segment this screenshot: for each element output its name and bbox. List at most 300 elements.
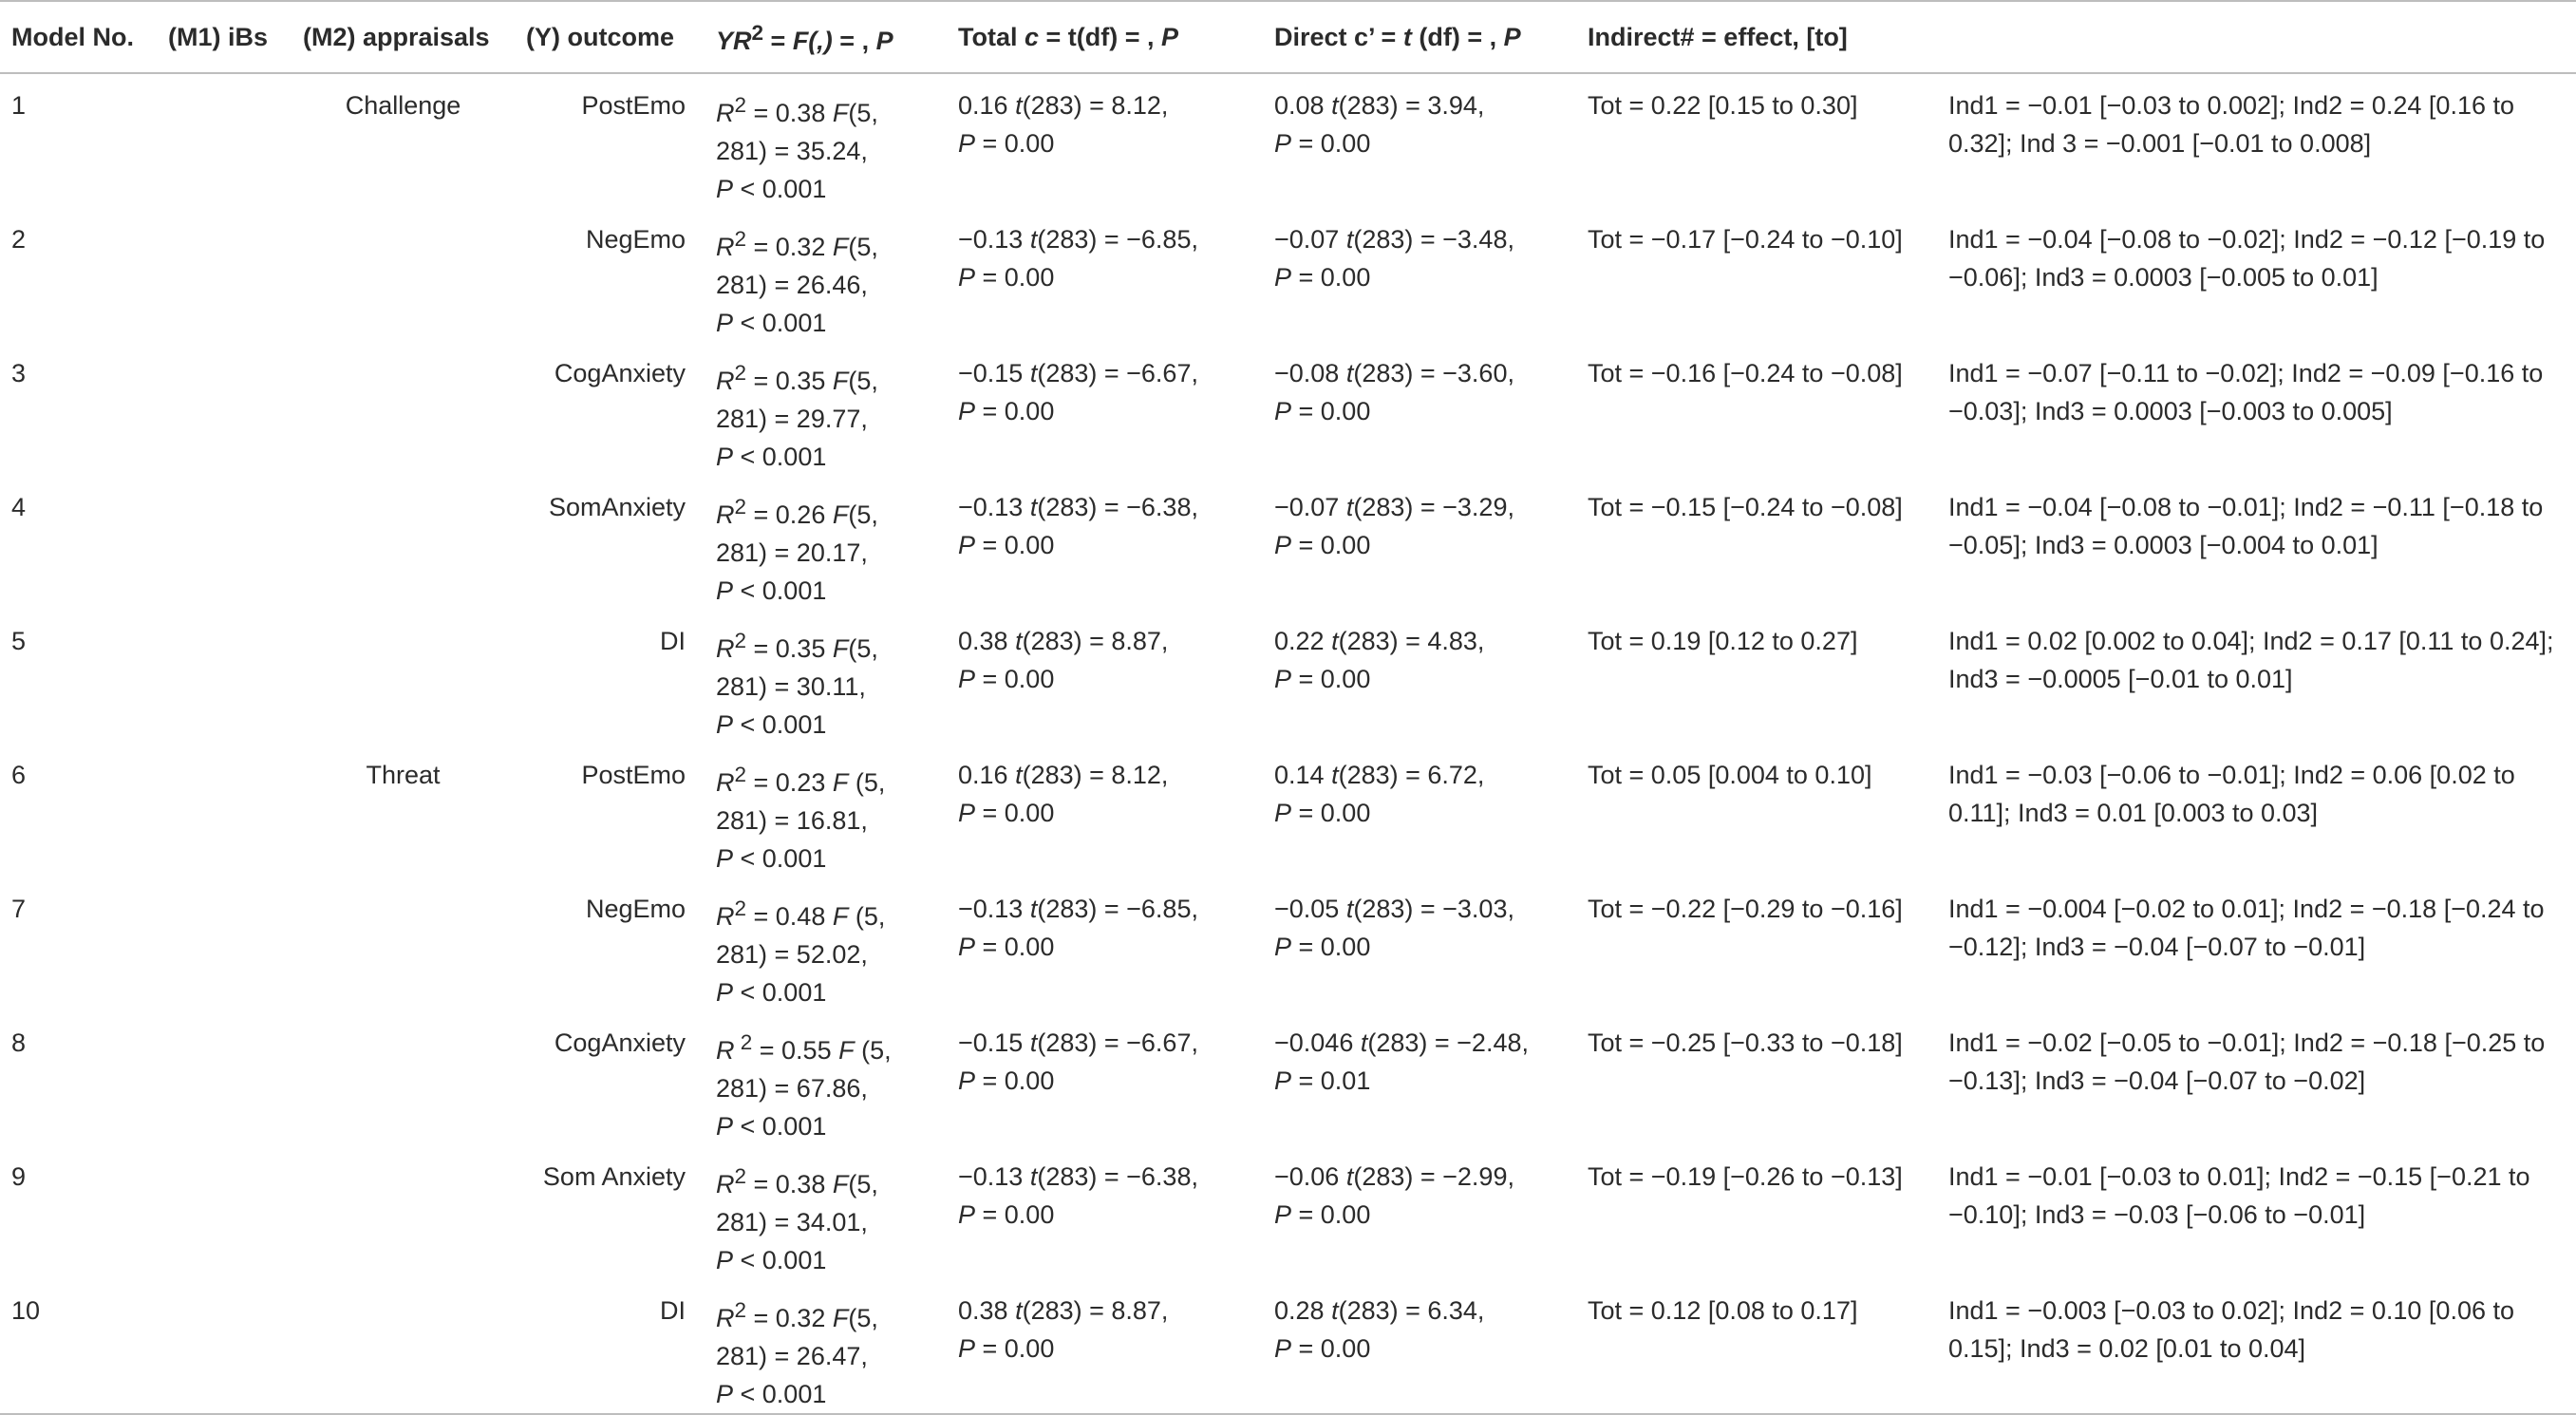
f-stat-text: (5, 281) = 52.02, [716,902,886,969]
total-coef-text: −0.15 [958,359,1030,387]
direct-effect-cell [1263,744,1576,877]
f-stat-text: (5, 281) = 26.46, [716,233,878,299]
m1-ibs-cell [157,342,291,476]
direct-effect-cell [1263,1011,1576,1145]
indirect-detail-text: Ind1 = −0.07 [−0.11 to −0.02]; Ind2 = −0.09 [−0.16 to −0.03]; Ind3 = 0.0003 [−0.003 to 0.005] [1948,359,2544,425]
direct-p-label-text: P [1274,665,1292,693]
r2-label-text: R [716,233,735,261]
p-value-text: < 0.001 [733,1112,827,1141]
header-direct-effect: Direct c’ = t (df) = , P [1263,1,1576,73]
p-label-text: P [716,1380,734,1408]
total-coef-text: 0.38 [958,627,1016,655]
table-row [0,610,2576,744]
model-fit-cell [705,73,947,208]
y-text: DI [660,1296,686,1325]
total-p-label-text: P [958,397,976,425]
r2-sup-text: 2 [734,93,747,117]
model-number-cell [0,73,157,208]
m2-appraisal-cell [291,877,515,1011]
indirect-detail-cell [1937,208,2576,342]
total-stat-text: (283) = −6.85, [1037,225,1198,254]
direct-p-label-text: P [1274,397,1292,425]
total-t-text: t [1015,91,1023,120]
direct-stat-text: (283) = −3.48, [1353,225,1514,254]
m2-appraisal-cell [291,208,515,342]
direct-coef-text: −0.07 [1274,225,1346,254]
y-outcome-cell [515,1145,705,1279]
total-effect-cell [947,476,1263,610]
direct-stat-text: (283) = −2.99, [1353,1162,1514,1191]
r2-label-text: R [716,99,735,127]
m1-ibs-cell [157,208,291,342]
r2-value-text: = 0.38 [746,1170,833,1198]
model-text: 4 [11,493,27,521]
table-row [0,342,2576,476]
direct-coef-text: −0.05 [1274,895,1346,923]
model-text: 9 [11,1162,27,1191]
r2-value-text: = 0.55 [752,1036,839,1065]
m2-text: Challenge [345,91,461,120]
table-row [0,1145,2576,1279]
p-label-text: P [716,576,734,605]
model-fit-cell [705,610,947,744]
r2-value-text: = 0.35 [746,634,833,663]
m1-ibs-cell [157,476,291,610]
model-fit-cell [705,1145,947,1279]
direct-p-value-text: = 0.01 [1291,1066,1371,1095]
r2-sup-text: 2 [734,763,747,786]
total-effect-cell [947,1011,1263,1145]
direct-stat-text: (283) = 4.83, [1338,627,1485,655]
f-stat-text: (5, 281) = 35.24, [716,99,878,165]
indirect-total-text: Tot = −0.16 [−0.24 to −0.08] [1588,359,1903,387]
m2-appraisal-cell [291,1011,515,1145]
m2-appraisal-cell [291,1279,515,1414]
direct-stat-text: (283) = 6.72, [1338,761,1485,789]
table-body [0,73,2576,1414]
r2-value-text: = 0.32 [746,233,833,261]
direct-effect-cell [1263,73,1576,208]
model-number-cell [0,342,157,476]
y-outcome-cell [515,1011,705,1145]
direct-stat-text: (283) = −3.29, [1353,493,1514,521]
total-stat-text: (283) = 8.87, [1022,1296,1169,1325]
p-value-text: < 0.001 [733,443,827,471]
indirect-total-text: Tot = −0.17 [−0.24 to −0.10] [1588,225,1903,254]
p-value-text: < 0.001 [733,309,827,337]
model-number-cell [0,1011,157,1145]
y-outcome-cell [515,208,705,342]
total-p-value-text: = 0.00 [975,1200,1055,1229]
table-row [0,744,2576,877]
r2-sup-text: 2 [734,896,747,920]
direct-stat-text: (283) = −2.48, [1367,1028,1529,1057]
m2-appraisal-cell [291,73,515,208]
p-value-text: < 0.001 [733,978,827,1007]
direct-coef-text: −0.07 [1274,493,1346,521]
f-label-text: F [832,1304,849,1332]
indirect-total-text: Tot = 0.12 [0.08 to 0.17] [1588,1296,1858,1325]
f-stat-text: (5, 281) = 34.01, [716,1170,878,1236]
direct-t-text: t [1345,493,1354,521]
p-label-text: P [716,978,734,1007]
r2-label-text: R [716,500,735,529]
y-text: CogAnxiety [554,1028,686,1057]
total-coef-text: 0.38 [958,1296,1016,1325]
model-number-cell [0,476,157,610]
direct-p-label-text: P [1274,1334,1292,1363]
total-p-value-text: = 0.00 [975,933,1055,961]
total-coef-text: 0.16 [958,91,1016,120]
total-coef-text: −0.13 [958,895,1030,923]
direct-stat-text: (283) = 6.34, [1338,1296,1485,1325]
r2-value-text: = 0.26 [746,500,833,529]
p-value-text: < 0.001 [733,1380,827,1408]
r2-label-text: R [716,902,735,931]
total-p-value-text: = 0.00 [975,1334,1055,1363]
direct-coef-text: 0.22 [1274,627,1332,655]
direct-p-label-text: P [1274,1200,1292,1229]
direct-p-value-text: = 0.00 [1291,933,1371,961]
indirect-detail-cell [1937,1145,2576,1279]
p-value-text: < 0.001 [733,844,827,873]
r2-label-text: R [716,1304,735,1332]
model-text: 2 [11,225,27,254]
total-effect-cell [947,342,1263,476]
m1-ibs-cell [157,1011,291,1145]
f-label-text: F [832,233,849,261]
indirect-total-cell [1576,744,1937,877]
indirect-detail-cell [1937,744,2576,877]
direct-stat-text: (283) = 3.94, [1338,91,1485,120]
total-p-label-text: P [958,1066,976,1095]
indirect-total-cell [1576,1279,1937,1414]
header-y-outcome: (Y) outcome [515,1,705,73]
table-row [0,476,2576,610]
total-t-text: t [1029,895,1038,923]
model-number-cell [0,1279,157,1414]
direct-effect-cell [1263,877,1576,1011]
r2-sup-text: 2 [734,495,747,519]
direct-p-value-text: = 0.00 [1291,263,1371,292]
total-stat-text: (283) = −6.85, [1037,895,1198,923]
direct-p-value-text: = 0.00 [1291,799,1371,827]
direct-p-value-text: = 0.00 [1291,1334,1371,1363]
total-p-value-text: = 0.00 [975,665,1055,693]
p-label-text: P [716,1112,734,1141]
indirect-total-text: Tot = 0.19 [0.12 to 0.27] [1588,627,1858,655]
total-effect-cell [947,744,1263,877]
p-value-text: < 0.001 [733,710,827,739]
y-outcome-cell [515,342,705,476]
indirect-total-text: Tot = 0.05 [0.004 to 0.10] [1588,761,1872,789]
r2-label-text: R [716,634,735,663]
total-t-text: t [1029,225,1038,254]
direct-effect-cell [1263,476,1576,610]
direct-p-value-text: = 0.00 [1291,531,1371,559]
direct-p-label-text: P [1274,263,1292,292]
r2-sup-text: 2 [734,361,747,385]
total-p-label-text: P [958,531,976,559]
m2-appraisal-cell [291,342,515,476]
model-fit-cell [705,1279,947,1414]
indirect-total-text: Tot = 0.22 [0.15 to 0.30] [1588,91,1858,120]
direct-effect-cell [1263,1145,1576,1279]
indirect-detail-cell [1937,73,2576,208]
r2-value-text: = 0.38 [746,99,833,127]
indirect-detail-text: Ind1 = −0.01 [−0.03 to 0.002]; Ind2 = 0.24 [0.16 to 0.32]; Ind 3 = −0.001 [−0.01 to 0.008] [1948,91,2514,158]
direct-stat-text: (283) = −3.60, [1353,359,1514,387]
direct-coef-text: 0.28 [1274,1296,1332,1325]
r2-label-text: R [716,367,735,395]
m2-appraisal-cell [291,1145,515,1279]
y-text: PostEmo [581,761,686,789]
direct-p-value-text: = 0.00 [1291,129,1371,158]
model-fit-cell [705,877,947,1011]
indirect-total-cell [1576,1011,1937,1145]
m2-appraisal-cell [291,610,515,744]
total-coef-text: 0.16 [958,761,1016,789]
header-model-fit: $YR^2 = F(,)$ = , P [705,1,947,73]
f-label-text: F [832,768,849,797]
p-label-text: P [716,309,734,337]
r2-value-text: = 0.48 [746,902,833,931]
p-value-text: < 0.001 [733,175,827,203]
total-p-value-text: = 0.00 [975,397,1055,425]
header-row [0,1,2576,73]
total-p-value-text: = 0.00 [975,799,1055,827]
indirect-total-cell [1576,342,1937,476]
m2-appraisal-cell [291,744,515,877]
model-text: 5 [11,627,27,655]
indirect-detail-text: Ind1 = −0.04 [−0.08 to −0.01]; Ind2 = −0.11 [−0.18 to −0.05]; Ind3 = 0.0003 [−0.004 to 0.01] [1948,493,2544,559]
direct-t-text: t [1331,761,1339,789]
total-t-text: t [1029,1162,1038,1191]
y-text: DI [660,627,686,655]
r2-value-text: = 0.32 [746,1304,833,1332]
indirect-detail-text: Ind1 = −0.01 [−0.03 to 0.01]; Ind2 = −0.15 [−0.21 to −0.10]; Ind3 = −0.03 [−0.06 to −0.01] [1948,1162,2530,1229]
total-stat-text: (283) = 8.87, [1022,627,1169,655]
indirect-total-cell [1576,73,1937,208]
header-indirect-detail [1937,1,2576,73]
table-row [0,1279,2576,1414]
indirect-detail-text: Ind1 = −0.04 [−0.08 to −0.02]; Ind2 = −0.12 [−0.19 to −0.06]; Ind3 = 0.0003 [−0.005 to 0.01] [1948,225,2546,292]
total-coef-text: −0.13 [958,225,1030,254]
direct-t-text: t [1360,1028,1368,1057]
model-fit-cell [705,1011,947,1145]
p-value-text: < 0.001 [733,1246,827,1274]
p-label-text: P [716,844,734,873]
indirect-detail-cell [1937,877,2576,1011]
f-stat-text: (5, 281) = 20.17, [716,500,878,567]
total-effect-cell [947,877,1263,1011]
m2-appraisal-cell [291,476,515,610]
m1-ibs-cell [157,1279,291,1414]
y-outcome-cell [515,1279,705,1414]
direct-t-text: t [1345,1162,1354,1191]
total-p-value-text: = 0.00 [975,531,1055,559]
p-value-text: < 0.001 [733,576,827,605]
total-p-label-text: P [958,799,976,827]
m1-ibs-cell [157,744,291,877]
f-stat-text: (5, 281) = 16.81, [716,768,886,835]
m1-ibs-cell [157,1145,291,1279]
y-outcome-cell [515,476,705,610]
indirect-total-cell [1576,610,1937,744]
r2-sup-text: 2 [734,1030,753,1054]
m2-text: Threat [366,761,441,789]
model-fit-cell [705,476,947,610]
direct-coef-text: −0.08 [1274,359,1346,387]
total-stat-text: (283) = −6.67, [1037,359,1198,387]
r2-value-text: = 0.35 [746,367,833,395]
table-row [0,1011,2576,1145]
f-label-text: F [832,99,849,127]
model-text: 8 [11,1028,27,1057]
direct-t-text: t [1345,359,1354,387]
table-row [0,208,2576,342]
indirect-total-cell [1576,877,1937,1011]
table-header [0,1,2576,73]
r2-sup-text: 2 [734,1298,747,1322]
model-text: 1 [11,91,27,120]
f-label-text: F [832,634,849,663]
total-effect-cell [947,208,1263,342]
model-fit-cell [705,208,947,342]
indirect-total-text: Tot = −0.22 [−0.29 to −0.16] [1588,895,1903,923]
model-fit-cell [705,342,947,476]
y-text: CogAnxiety [554,359,686,387]
total-p-value-text: = 0.00 [975,129,1055,158]
total-t-text: t [1015,627,1023,655]
y-outcome-cell [515,877,705,1011]
p-label-text: P [716,710,734,739]
model-number-cell [0,744,157,877]
y-text: NegEmo [585,225,686,254]
direct-p-label-text: P [1274,799,1292,827]
m1-ibs-cell [157,877,291,1011]
header-m2-appraisals: (M2) appraisals [291,1,515,73]
indirect-total-text: Tot = −0.25 [−0.33 to −0.18] [1588,1028,1903,1057]
y-text: PostEmo [581,91,686,120]
indirect-detail-cell [1937,1011,2576,1145]
f-label-text: F [838,1036,855,1065]
model-number-cell [0,610,157,744]
direct-coef-text: 0.14 [1274,761,1332,789]
header-total-effect: Total c = t(df) = , P [947,1,1263,73]
direct-effect-cell [1263,1279,1576,1414]
direct-p-value-text: = 0.00 [1291,1200,1371,1229]
direct-p-value-text: = 0.00 [1291,397,1371,425]
direct-t-text: t [1345,225,1354,254]
f-label-text: F [832,1170,849,1198]
r2-label-text: R [716,768,735,797]
m1-ibs-cell [157,73,291,208]
y-outcome-cell [515,744,705,877]
total-stat-text: (283) = −6.38, [1037,1162,1198,1191]
f-label-text: F [832,367,849,395]
direct-p-value-text: = 0.00 [1291,665,1371,693]
f-stat-text: (5, 281) = 67.86, [716,1036,892,1103]
total-t-text: t [1029,359,1038,387]
total-t-text: t [1015,1296,1023,1325]
header-m1-ibs: (M1) iBs [157,1,291,73]
m1-ibs-cell [157,610,291,744]
f-label-text: F [832,902,849,931]
total-effect-cell [947,73,1263,208]
total-t-text: t [1029,493,1038,521]
direct-p-label-text: P [1274,531,1292,559]
direct-coef-text: −0.06 [1274,1162,1346,1191]
r2-sup-text: 2 [734,629,747,652]
direct-t-text: t [1331,1296,1339,1325]
direct-t-text: t [1331,91,1339,120]
direct-t-text: t [1345,895,1354,923]
direct-p-label-text: P [1274,129,1292,158]
indirect-detail-cell [1937,476,2576,610]
total-p-label-text: P [958,1334,976,1363]
y-outcome-cell [515,73,705,208]
total-coef-text: −0.13 [958,493,1030,521]
total-stat-text: (283) = −6.67, [1037,1028,1198,1057]
direct-effect-cell [1263,208,1576,342]
direct-effect-cell [1263,342,1576,476]
direct-t-text: t [1331,627,1339,655]
r2-sup-text: 2 [734,227,747,251]
y-text: SomAnxiety [548,493,686,521]
y-text: NegEmo [585,895,686,923]
total-t-text: t [1029,1028,1038,1057]
indirect-total-text: Tot = −0.19 [−0.26 to −0.13] [1588,1162,1903,1191]
total-coef-text: −0.15 [958,1028,1030,1057]
f-stat-text: (5, 281) = 29.77, [716,367,878,433]
r2-value-text: = 0.23 [746,768,833,797]
indirect-detail-cell [1937,1279,2576,1414]
total-t-text: t [1015,761,1023,789]
p-label-text: P [716,443,734,471]
indirect-detail-text: Ind1 = −0.004 [−0.02 to 0.01]; Ind2 = −0.18 [−0.24 to −0.12]; Ind3 = −0.04 [−0.07 to −0.01] [1948,895,2545,961]
indirect-detail-text: Ind1 = −0.03 [−0.06 to −0.01]; Ind2 = 0.06 [0.02 to 0.11]; Ind3 = 0.01 [0.003 to 0.03] [1948,761,2515,827]
indirect-detail-text: Ind1 = 0.02 [0.002 to 0.04]; Ind2 = 0.17 [0.11 to 0.24]; Ind3 = −0.0005 [−0.01 to 0.01] [1948,627,2554,693]
total-coef-text: −0.13 [958,1162,1030,1191]
r2-sup-text: 2 [734,1164,747,1188]
indirect-detail-cell [1937,342,2576,476]
indirect-detail-text: Ind1 = −0.003 [−0.03 to 0.02]; Ind2 = 0.10 [0.06 to 0.15]; Ind3 = 0.02 [0.01 to 0.04] [1948,1296,2514,1363]
total-p-label-text: P [958,933,976,961]
model-text: 7 [11,895,27,923]
total-p-value-text: = 0.00 [975,1066,1055,1095]
r2-label-text: R [716,1036,735,1065]
direct-coef-text: 0.08 [1274,91,1332,120]
p-label-text: P [716,175,734,203]
total-effect-cell [947,610,1263,744]
total-stat-text: (283) = −6.38, [1037,493,1198,521]
f-label-text: F [832,500,849,529]
total-p-label-text: P [958,1200,976,1229]
table-row [0,73,2576,208]
model-text: 10 [11,1296,41,1325]
y-outcome-cell [515,610,705,744]
total-p-label-text: P [958,129,976,158]
total-stat-text: (283) = 8.12, [1022,761,1169,789]
f-stat-text: (5, 281) = 26.47, [716,1304,878,1370]
direct-effect-cell [1263,610,1576,744]
direct-p-label-text: P [1274,933,1292,961]
total-stat-text: (283) = 8.12, [1022,91,1169,120]
direct-stat-text: (283) = −3.03, [1353,895,1514,923]
model-text: 3 [11,359,27,387]
model-number-cell [0,1145,157,1279]
